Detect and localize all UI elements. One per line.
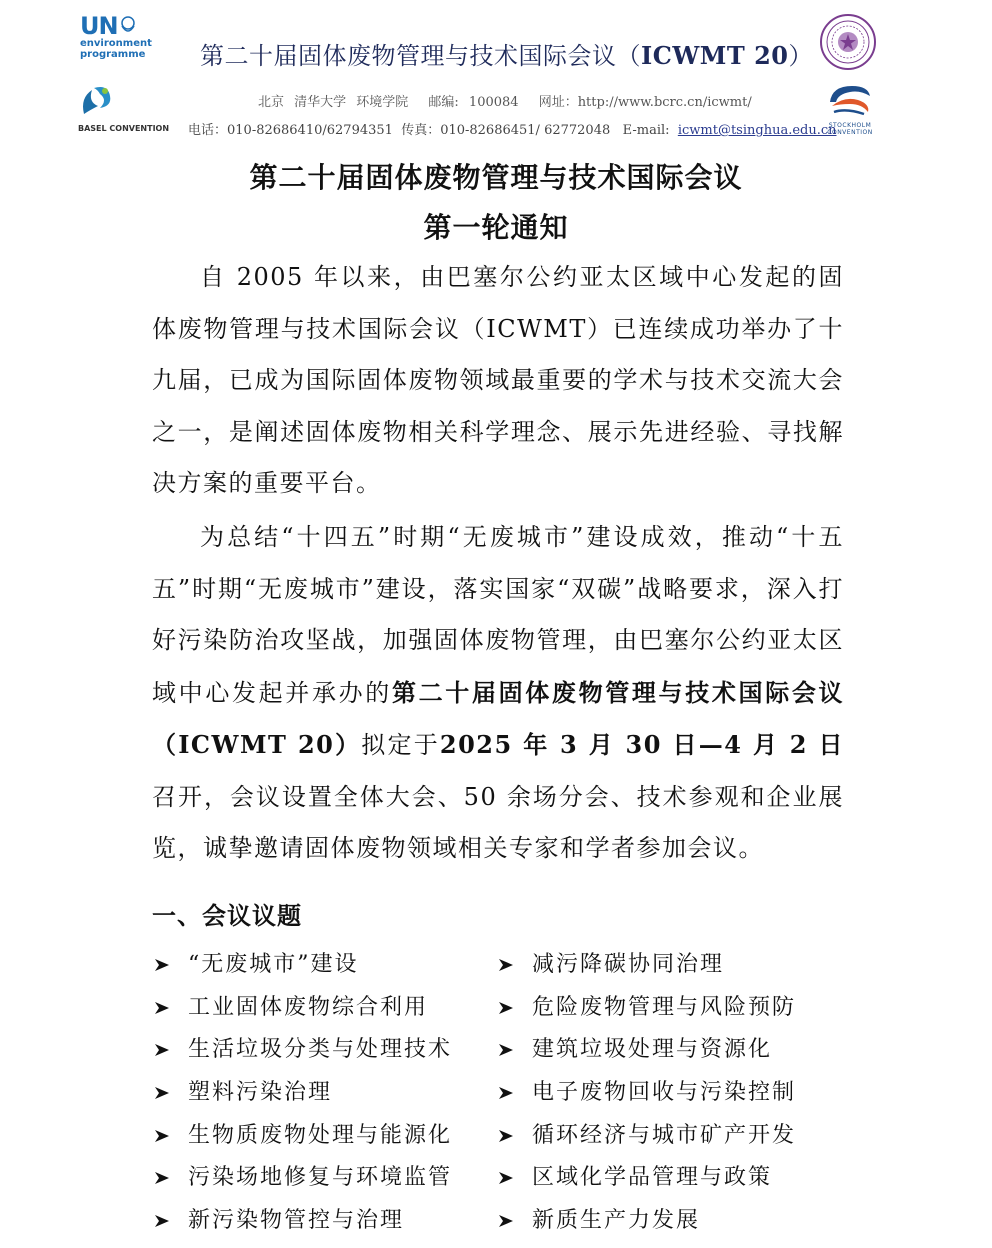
basel-logo-text: BASEL CONVENTION [78, 124, 170, 133]
list-item [496, 1200, 796, 1243]
conference-name-bold: 第二十届固体废物管理与技术国际会议（ICWMT 20） [152, 677, 845, 759]
arrow-bullet-icon [152, 1040, 172, 1060]
topic-label: 电子废物回收与污染控制 [532, 1080, 797, 1106]
letterhead-title-suffix: ） [788, 42, 813, 70]
arrow-bullet-icon [496, 1126, 516, 1146]
purpose-text-1: 为总结“十四五”时期“无废城市”建设成效，推动“十五五”时期“无废城市”建设，落实国家“双碳”战略要求，深入打好污染防治攻坚战，加强固体废物管理，由巴塞尔公约亚太区域中心发起并承办的 [152, 523, 844, 707]
section-heading-topics: 一、会议议题 [152, 901, 302, 930]
un-logo-line2: programme [80, 49, 146, 60]
topic-label: 建筑垃圾处理与资源化 [532, 1037, 773, 1063]
list-item [152, 987, 452, 1030]
purpose-paragraph [152, 512, 844, 875]
list-item [152, 1029, 452, 1072]
topic-label: 塑料污染治理 [188, 1080, 333, 1106]
list-item [496, 944, 796, 987]
topic-label: 减污降碳协同治理 [532, 952, 725, 978]
topic-list-left [152, 944, 452, 1242]
arrow-bullet-icon [496, 1168, 516, 1188]
list-item [152, 1157, 452, 1200]
stockholm-line2: CONVENTION [827, 129, 873, 136]
stockholm-line1: STOCKHOLM [828, 122, 872, 129]
purpose-text-2: 拟定于 [361, 731, 440, 759]
un-logo-mark: UN [80, 12, 118, 40]
laurel-icon [119, 14, 137, 36]
basel-convention-logo [78, 84, 168, 133]
purpose-text-3: 召开，会议设置全体大会、50 余场分会、技术参观和企业展览，诚挚邀请固体废物领域相关专家和学者参加会议。 [152, 782, 844, 862]
arrow-bullet-icon [152, 1168, 172, 1188]
arrow-bullet-icon [152, 955, 172, 975]
arrow-bullet-icon [152, 1211, 172, 1231]
letterhead-contact [188, 119, 837, 138]
letterhead-address [258, 91, 762, 110]
topic-label: 新污染物管控与治理 [188, 1207, 405, 1233]
list-item [496, 1114, 796, 1157]
topic-label: 区域化学品管理与政策 [532, 1165, 773, 1191]
page-subtitle: 第一轮通知 [423, 211, 569, 244]
basel-icon [78, 84, 118, 118]
arrow-bullet-icon [152, 998, 172, 1018]
letterhead-title-bold: ICWMT 20 [641, 41, 789, 70]
list-item [152, 944, 452, 987]
topic-label: 生活垃圾分类与处理技术 [188, 1037, 453, 1063]
arrow-bullet-icon [152, 1126, 172, 1146]
un-logo-line1: environment [80, 38, 152, 49]
list-item [496, 1029, 796, 1072]
topic-label: 新质生产力发展 [532, 1207, 701, 1233]
list-item [496, 987, 796, 1030]
fax-text: 传真：010-82686451/ 62772048 [401, 123, 611, 138]
topic-label: 危险废物管理与风险预防 [532, 994, 797, 1020]
arrow-bullet-icon [496, 998, 516, 1018]
intro-paragraph: 自 2005 年以来，由巴塞尔公约亚太区域中心发起的固体废物管理与技术国际会议（ICWMT）已连续成功举办了十九届，已成为国际固体废物领域最重要的学术与技术交流大会之一，是阐述固体废物相关科学理念、展示先进经验、寻找解决方案的重要平台。 [152, 263, 844, 497]
conference-date-bold: 2025 年 3 月 30 日—4 月 2 日 [439, 730, 844, 759]
topic-label: “无废城市”建设 [188, 952, 359, 978]
list-item [152, 1200, 452, 1243]
website-text[interactable]: 网址：http://www.bcrc.cn/icwmt/ [538, 95, 752, 110]
topic-list-right [496, 944, 796, 1242]
list-item [496, 1072, 796, 1115]
arrow-bullet-icon [152, 1083, 172, 1103]
topic-label: 工业固体废物综合利用 [188, 994, 429, 1020]
phone-text: 电话：010-82686410/62794351 [188, 123, 393, 138]
topic-label: 循环经济与城市矿产开发 [532, 1122, 797, 1148]
arrow-bullet-icon [496, 1083, 516, 1103]
stockholm-icon [824, 82, 876, 118]
list-item [496, 1157, 796, 1200]
arrow-bullet-icon [496, 955, 516, 975]
topic-label: 生物质废物处理与能源化 [188, 1122, 453, 1148]
email-label: E-mail: [622, 123, 670, 138]
address-text: 北京 清华大学 环境学院 [258, 95, 409, 110]
un-environment-logo [80, 14, 170, 60]
page-title: 第二十届固体废物管理与技术国际会议 [249, 161, 743, 194]
list-item [152, 1114, 452, 1157]
email-link[interactable]: icwmt@tsinghua.edu.cn [677, 123, 837, 138]
letterhead-title [200, 36, 813, 71]
arrow-bullet-icon [496, 1211, 516, 1231]
list-item [152, 1072, 452, 1115]
letterhead-title-prefix: 第二十届固体废物管理与技术国际会议（ [200, 42, 641, 70]
tsinghua-seal [820, 14, 876, 70]
topic-label: 污染场地修复与环境监管 [188, 1165, 453, 1191]
postcode-text: 邮编: 100084 [428, 95, 519, 110]
arrow-bullet-icon [496, 1040, 516, 1060]
